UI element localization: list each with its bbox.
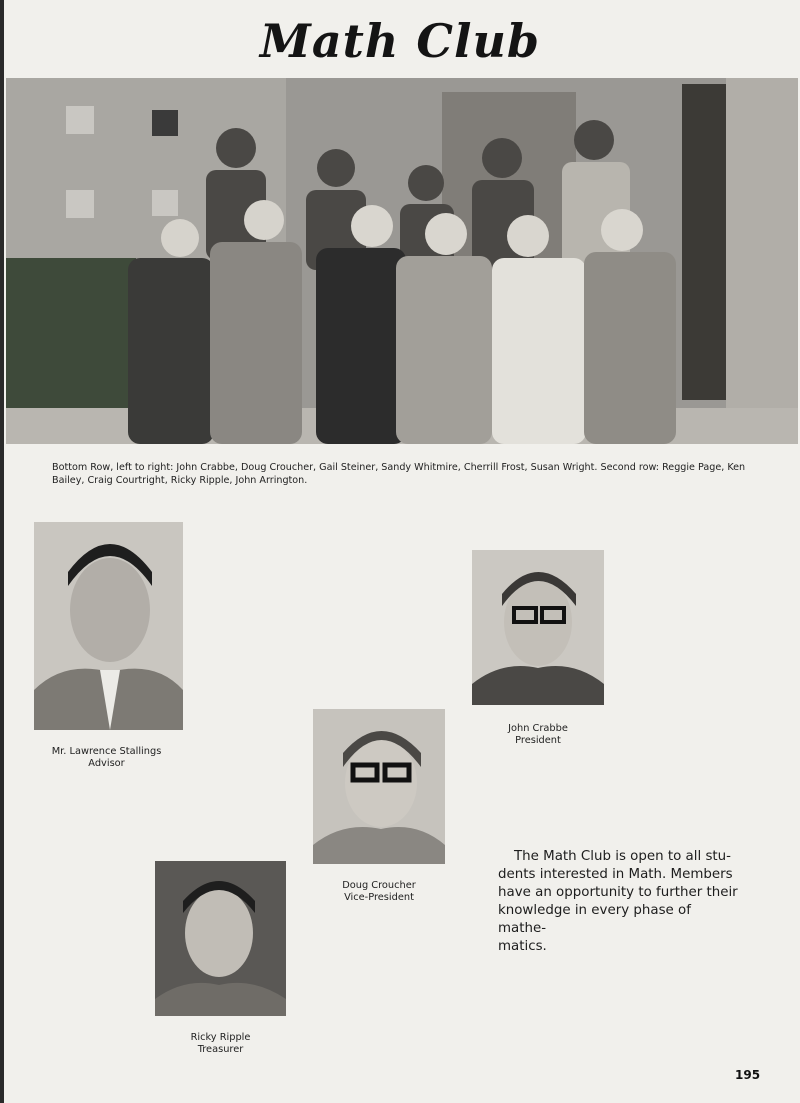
club-description — [498, 848, 738, 956]
vice-president-portrait — [313, 709, 445, 864]
president-caption — [472, 723, 604, 747]
vice-president-caption — [313, 880, 445, 904]
advisor-name: Mr. Lawrence Stallings — [51, 746, 162, 757]
vice-president-role: Vice-President — [344, 892, 414, 903]
treasurer-caption — [155, 1032, 286, 1056]
advisor-portrait — [34, 522, 183, 730]
description-line: knowledge in every phase of mathe- — [498, 903, 691, 936]
description-line: dents interested in Math. Members — [498, 867, 733, 882]
group-photo — [6, 78, 798, 444]
page-edge — [0, 0, 4, 1103]
description-line: The Math Club is open to all stu- — [514, 849, 732, 864]
page-number: 195 — [735, 1068, 761, 1082]
president-portrait — [472, 550, 604, 705]
president-role: President — [515, 735, 561, 746]
page-title: Math Club — [259, 14, 541, 68]
treasurer-role: Treasurer — [197, 1044, 244, 1055]
group-photo-caption: Bottom Row, left to right: John Crabbe, Doug Croucher, Gail Steiner, Sandy Whitmire, Cherrill Frost, Susan Wright. Second row: Reggie Page, Ken Bailey, Craig Courtright, Ricky Ripple, John Arrington. — [52, 462, 746, 486]
description-line: have an opportunity to further their — [498, 885, 738, 900]
treasurer-name: Ricky Ripple — [190, 1032, 251, 1043]
description-line: matics. — [498, 939, 547, 954]
vice-president-name: Doug Croucher — [342, 880, 416, 891]
treasurer-portrait — [155, 861, 286, 1016]
advisor-role: Advisor — [88, 758, 125, 769]
president-name: John Crabbe — [508, 723, 568, 734]
advisor-caption — [34, 746, 179, 770]
